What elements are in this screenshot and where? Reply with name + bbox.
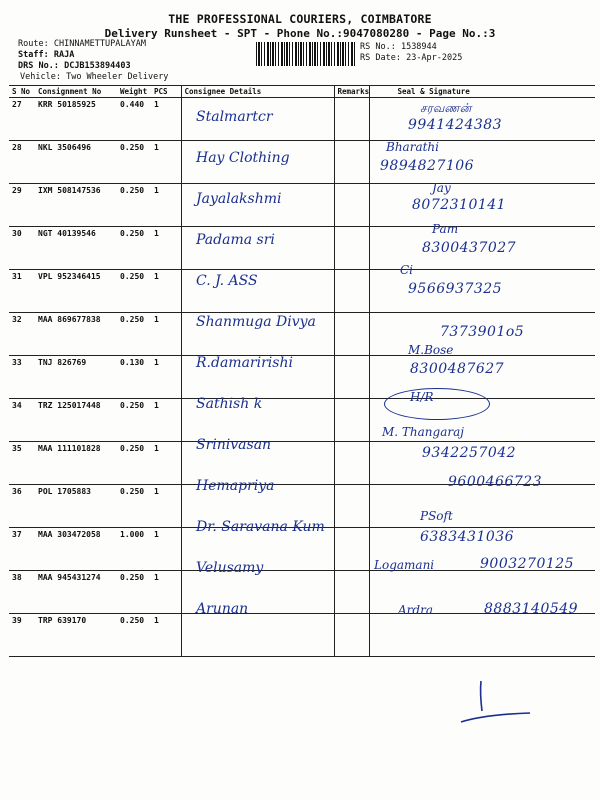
cell-consignment: KRR 50185925 <box>35 98 117 141</box>
cell-pcs: 1 <box>151 528 181 571</box>
handwritten-consignee: Arunan <box>196 601 249 617</box>
table-row <box>9 270 595 313</box>
handwritten-phone: 9566937325 <box>408 281 503 297</box>
handwritten-phone: 8883140549 <box>484 601 579 617</box>
handwritten-consignee: Jayalakshmi <box>196 191 282 207</box>
table-row <box>9 614 595 657</box>
page-signature <box>455 677 535 727</box>
cell-weight: 0.250 <box>117 227 151 270</box>
cell-remarks <box>334 614 369 657</box>
cell-sno: 32 <box>9 313 35 356</box>
cell-weight: 0.440 <box>117 98 151 141</box>
cell-weight: 0.250 <box>117 614 151 657</box>
handwritten-consignee: C. J. ASS <box>196 273 258 289</box>
barcode <box>256 42 356 66</box>
cell-pcs: 1 <box>151 614 181 657</box>
cell-sno: 34 <box>9 399 35 442</box>
cell-weight: 1.000 <box>117 528 151 571</box>
handwritten-consignee: Srinivasan <box>196 437 272 453</box>
handwritten-consignee: Sathish k <box>196 396 263 412</box>
cell-remarks <box>334 141 369 184</box>
cell-pcs: 1 <box>151 356 181 399</box>
cell-remarks <box>334 98 369 141</box>
drs-line <box>18 61 131 71</box>
cell-sno: 29 <box>9 184 35 227</box>
cell-remarks <box>334 313 369 356</box>
cell-weight: 0.250 <box>117 571 151 614</box>
runsheet-subtitle: Delivery Runsheet - SPT - Phone No.:9047080280 - Page No.:3 <box>104 27 496 40</box>
staff-value: RAJA <box>53 50 75 60</box>
cell-remarks <box>334 442 369 485</box>
handwritten-signature: Jay <box>432 181 451 195</box>
cell-weight: 0.250 <box>117 485 151 528</box>
rs-no-label: RS No.: <box>360 42 396 52</box>
col-sno: S No <box>9 86 35 98</box>
cell-consignment: TNJ 826769 <box>35 356 117 399</box>
handwritten-consignee: Padama sri <box>196 232 275 248</box>
cell-sno: 36 <box>9 485 35 528</box>
cell-pcs: 1 <box>151 485 181 528</box>
cell-pcs: 1 <box>151 313 181 356</box>
handwritten-phone: 8300437027 <box>422 240 517 256</box>
vehicle-line <box>20 72 168 82</box>
table-row <box>9 399 595 442</box>
handwritten-signature: Bharathi <box>386 140 439 154</box>
col-seal: Seal & Signature <box>369 86 595 98</box>
handwritten-signature: PSoft <box>420 509 453 523</box>
cell-remarks <box>334 356 369 399</box>
cell-consignment: TRZ 125017448 <box>35 399 117 442</box>
cell-remarks <box>334 227 369 270</box>
cell-pcs: 1 <box>151 184 181 227</box>
cell-weight: 0.250 <box>117 399 151 442</box>
rs-date-line <box>360 53 462 63</box>
handwritten-signature: Pam <box>432 222 459 236</box>
cell-weight: 0.250 <box>117 141 151 184</box>
cell-weight: 0.250 <box>117 270 151 313</box>
handwritten-phone: 6383431036 <box>420 529 515 545</box>
route-value: CHINNAMETTUPALAYAM <box>53 39 146 49</box>
staff-label: Staff: <box>18 50 49 60</box>
rs-date-value: 23-Apr-2025 <box>406 53 463 63</box>
cell-remarks <box>334 184 369 227</box>
handwritten-consignee: Stalmartcr <box>196 109 273 125</box>
handwritten-phone: 9941424383 <box>408 117 503 133</box>
handwritten-signature: சரவணன் <box>420 101 472 115</box>
table-row <box>9 184 595 227</box>
cell-pcs: 1 <box>151 399 181 442</box>
vehicle-value: Two Wheeler Delivery <box>66 72 169 82</box>
handwritten-phone: 9894827106 <box>380 158 475 174</box>
cell-sno: 35 <box>9 442 35 485</box>
cell-sno: 39 <box>9 614 35 657</box>
cell-weight: 0.130 <box>117 356 151 399</box>
handwritten-signature: M. Thangaraj <box>382 425 464 439</box>
col-remarks: Remarks <box>334 86 369 98</box>
cell-pcs: 1 <box>151 141 181 184</box>
col-weight: Weight <box>117 86 151 98</box>
rs-date-label: RS Date: <box>360 53 401 63</box>
staff-line <box>18 50 74 60</box>
table-row <box>9 141 595 184</box>
handwritten-consignee: Shanmuga Divya <box>196 314 316 330</box>
cell-consignment: MAA 869677838 <box>35 313 117 356</box>
cell-remarks <box>334 270 369 313</box>
cell-sno: 33 <box>9 356 35 399</box>
handwritten-consignee: Velusamy <box>196 560 264 576</box>
handwritten-consignee: Hemapriya <box>196 478 275 494</box>
col-consignment: Consignment No <box>35 86 117 98</box>
cell-sno: 27 <box>9 98 35 141</box>
handwritten-phone: 9600466723 <box>448 474 543 490</box>
cell-sno: 28 <box>9 141 35 184</box>
cell-consignment: IXM 508147536 <box>35 184 117 227</box>
table-header-row <box>9 86 595 98</box>
cell-consignment: NKL 3506496 <box>35 141 117 184</box>
cell-remarks <box>334 571 369 614</box>
cell-sno: 37 <box>9 528 35 571</box>
cell-sno: 31 <box>9 270 35 313</box>
rs-no-line <box>360 42 437 52</box>
vehicle-label: Vehicle: <box>20 72 61 82</box>
cell-sno: 30 <box>9 227 35 270</box>
col-consignee: Consignee Details <box>181 86 334 98</box>
cell-consignment: VPL 952346415 <box>35 270 117 313</box>
cell-sno: 38 <box>9 571 35 614</box>
drs-label: DRS No.: <box>18 61 59 71</box>
handwritten-phone: 8300487627 <box>410 361 505 377</box>
cell-remarks <box>334 485 369 528</box>
handwritten-signature: Logamani <box>374 558 435 572</box>
handwritten-signature: Ardra <box>398 603 433 617</box>
cell-remarks <box>334 399 369 442</box>
route-label: Route: <box>18 39 49 49</box>
handwritten-consignee: R.damaririshi <box>196 355 293 371</box>
handwritten-signature: Ci <box>400 263 414 277</box>
company-title: THE PROFESSIONAL COURIERS, COIMBATORE <box>168 12 432 26</box>
handwritten-consignee: Hay Clothing <box>196 150 290 166</box>
table-row <box>9 356 595 399</box>
cell-seal <box>369 485 595 528</box>
cell-weight: 0.250 <box>117 184 151 227</box>
cell-pcs: 1 <box>151 227 181 270</box>
col-pcs: PCS <box>151 86 181 98</box>
handwritten-phone: 9003270125 <box>480 556 575 572</box>
cell-weight: 0.250 <box>117 442 151 485</box>
signature-circle <box>384 388 490 420</box>
cell-seal <box>369 614 595 657</box>
cell-consignment: POL 1705883 <box>35 485 117 528</box>
cell-consignment: TRP 639170 <box>35 614 117 657</box>
handwritten-phone: 8072310141 <box>412 197 507 213</box>
cell-weight: 0.250 <box>117 313 151 356</box>
handwritten-signature: M.Bose <box>408 343 454 357</box>
cell-remarks <box>334 528 369 571</box>
cell-consignee <box>181 614 334 657</box>
handwritten-consignee: Dr. Saravana Kum <box>196 519 325 535</box>
handwritten-signature: H/R <box>410 390 434 404</box>
cell-consignment: MAA 111101828 <box>35 442 117 485</box>
route-line <box>18 39 146 49</box>
cell-consignment: NGT 40139546 <box>35 227 117 270</box>
cell-consignment: MAA 945431274 <box>35 571 117 614</box>
handwritten-phone: 9342257042 <box>422 445 517 461</box>
cell-pcs: 1 <box>151 270 181 313</box>
cell-pcs: 1 <box>151 571 181 614</box>
cell-consignment: MAA 303472058 <box>35 528 117 571</box>
table-row <box>9 98 595 141</box>
cell-pcs: 1 <box>151 442 181 485</box>
rs-no-value: 1538944 <box>400 42 437 52</box>
handwritten-phone: 7373901o5 <box>440 324 525 340</box>
drs-value: DCJB153894403 <box>64 61 131 71</box>
cell-pcs: 1 <box>151 98 181 141</box>
